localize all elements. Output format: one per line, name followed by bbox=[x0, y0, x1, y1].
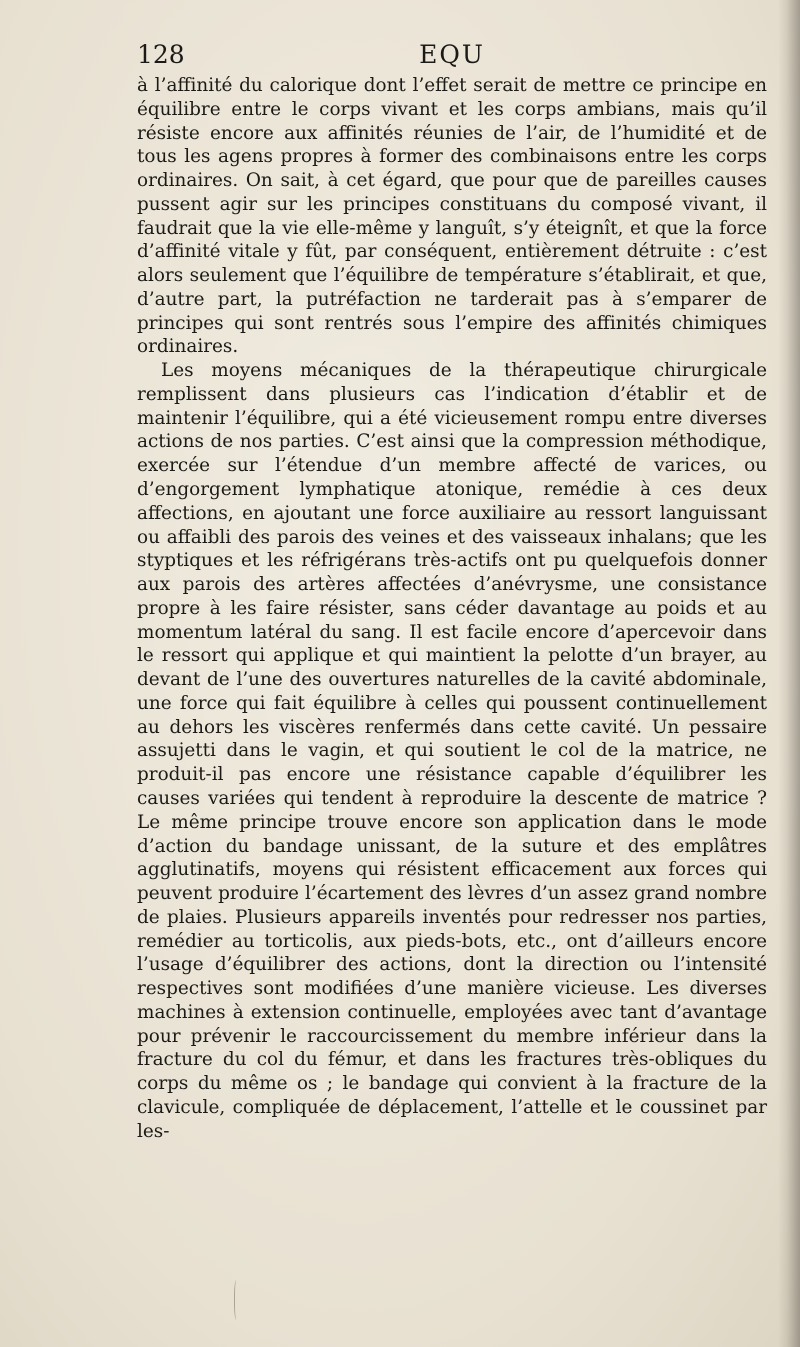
running-head: EQU bbox=[419, 40, 485, 69]
body-text bbox=[137, 74, 767, 1143]
paragraph-2: Les moyens mécaniques de la thérapeutique chirurgicale remplissent dans plusieurs cas l’indication d’établir et de maintenir l’équilibre, qui a été vicieusement rompu entre diverses actions de nos parties. C’est ainsi que la compression méthodique, exercée sur l’étendue d’un membre affecté de varices, ou d’engorgement lymphatique atonique, remédie à ces deux affections, en ajoutant une force auxiliaire au ressort languissant ou affaibli des parois des veines et des vaisseaux inhalans; que les styptiques et les réfrigérans très-actifs ont pu quelquefois donner aux parois des artères affectées d’anévrysme, une consistance propre à les faire résister, sans céder davantage au poids et au momentum latéral du sang. Il est facile encore d’apercevoir dans le ressort qui applique et qui maintient la pelotte d’un brayer, au devant de l’une des ouvertures naturelles de la cavité abdominale, une force qui fait équilibre à celles qui poussent continuellement au dehors les viscères renfermés dans cette cavité. Un pessaire assujetti dans le vagin, et qui soutient le col de la matrice, ne produit-il pas encore une résistance capable d’équilibrer les causes variées qui tendent à reproduire la descente de matrice ? Le même principe trouve encore son application dans le mode d’action du bandage unissant, de la suture et des emplâtres agglutinatifs, moyens qui résistent efficacement aux forces qui peuvent produire l’écartement des lèvres d’un assez grand nombre de plaies. Plusieurs appareils inventés pour redresser nos parties, remédier au torticolis, aux pieds-bots, etc., ont d’ailleurs encore l’usage d’équilibrer des actions, dont la direction ou l’intensité respectives sont modifiées d’une manière vicieuse. Les diverses machines à extension continuelle, employées avec tant d’avantage pour prévenir le raccourcissement du membre inférieur dans la fracture du col du fémur, et dans les fractures très-obliques du corps du même os ; le bandage qui convient à la fracture de la clavicule, compliquée de déplacement, l’attelle et le coussinet par les- bbox=[137, 360, 767, 1142]
page-gutter-shadow bbox=[778, 0, 800, 1347]
stray-pen-mark bbox=[234, 1280, 240, 1320]
paragraph-1: à l’affinité du calorique dont l’effet serait de mettre ce principe en équilibre entre le corps vivant et les corps ambians, mais qu’il résiste encore aux affinités réunies de l’air, de l’humidité et de tous les agens propres à former des combinaisons entre les corps ordinaires. On sait, à cet égard, que pour que de pareilles causes pussent agir sur les principes constituans du composé vivant, il faudrait que la vie elle-même y languît, s’y éteignît, et que la force d’affinité vitale y fût, par conséquent, entièrement détruite : c’est alors seulement que l’équilibre de température s’établirait, et que, d’autre part, la putréfaction ne tarderait pas à s’emparer de principes qui sont rentrés sous l’empire des affinités chimiques ordinaires. bbox=[137, 75, 767, 358]
page-number: 128 bbox=[137, 40, 185, 69]
